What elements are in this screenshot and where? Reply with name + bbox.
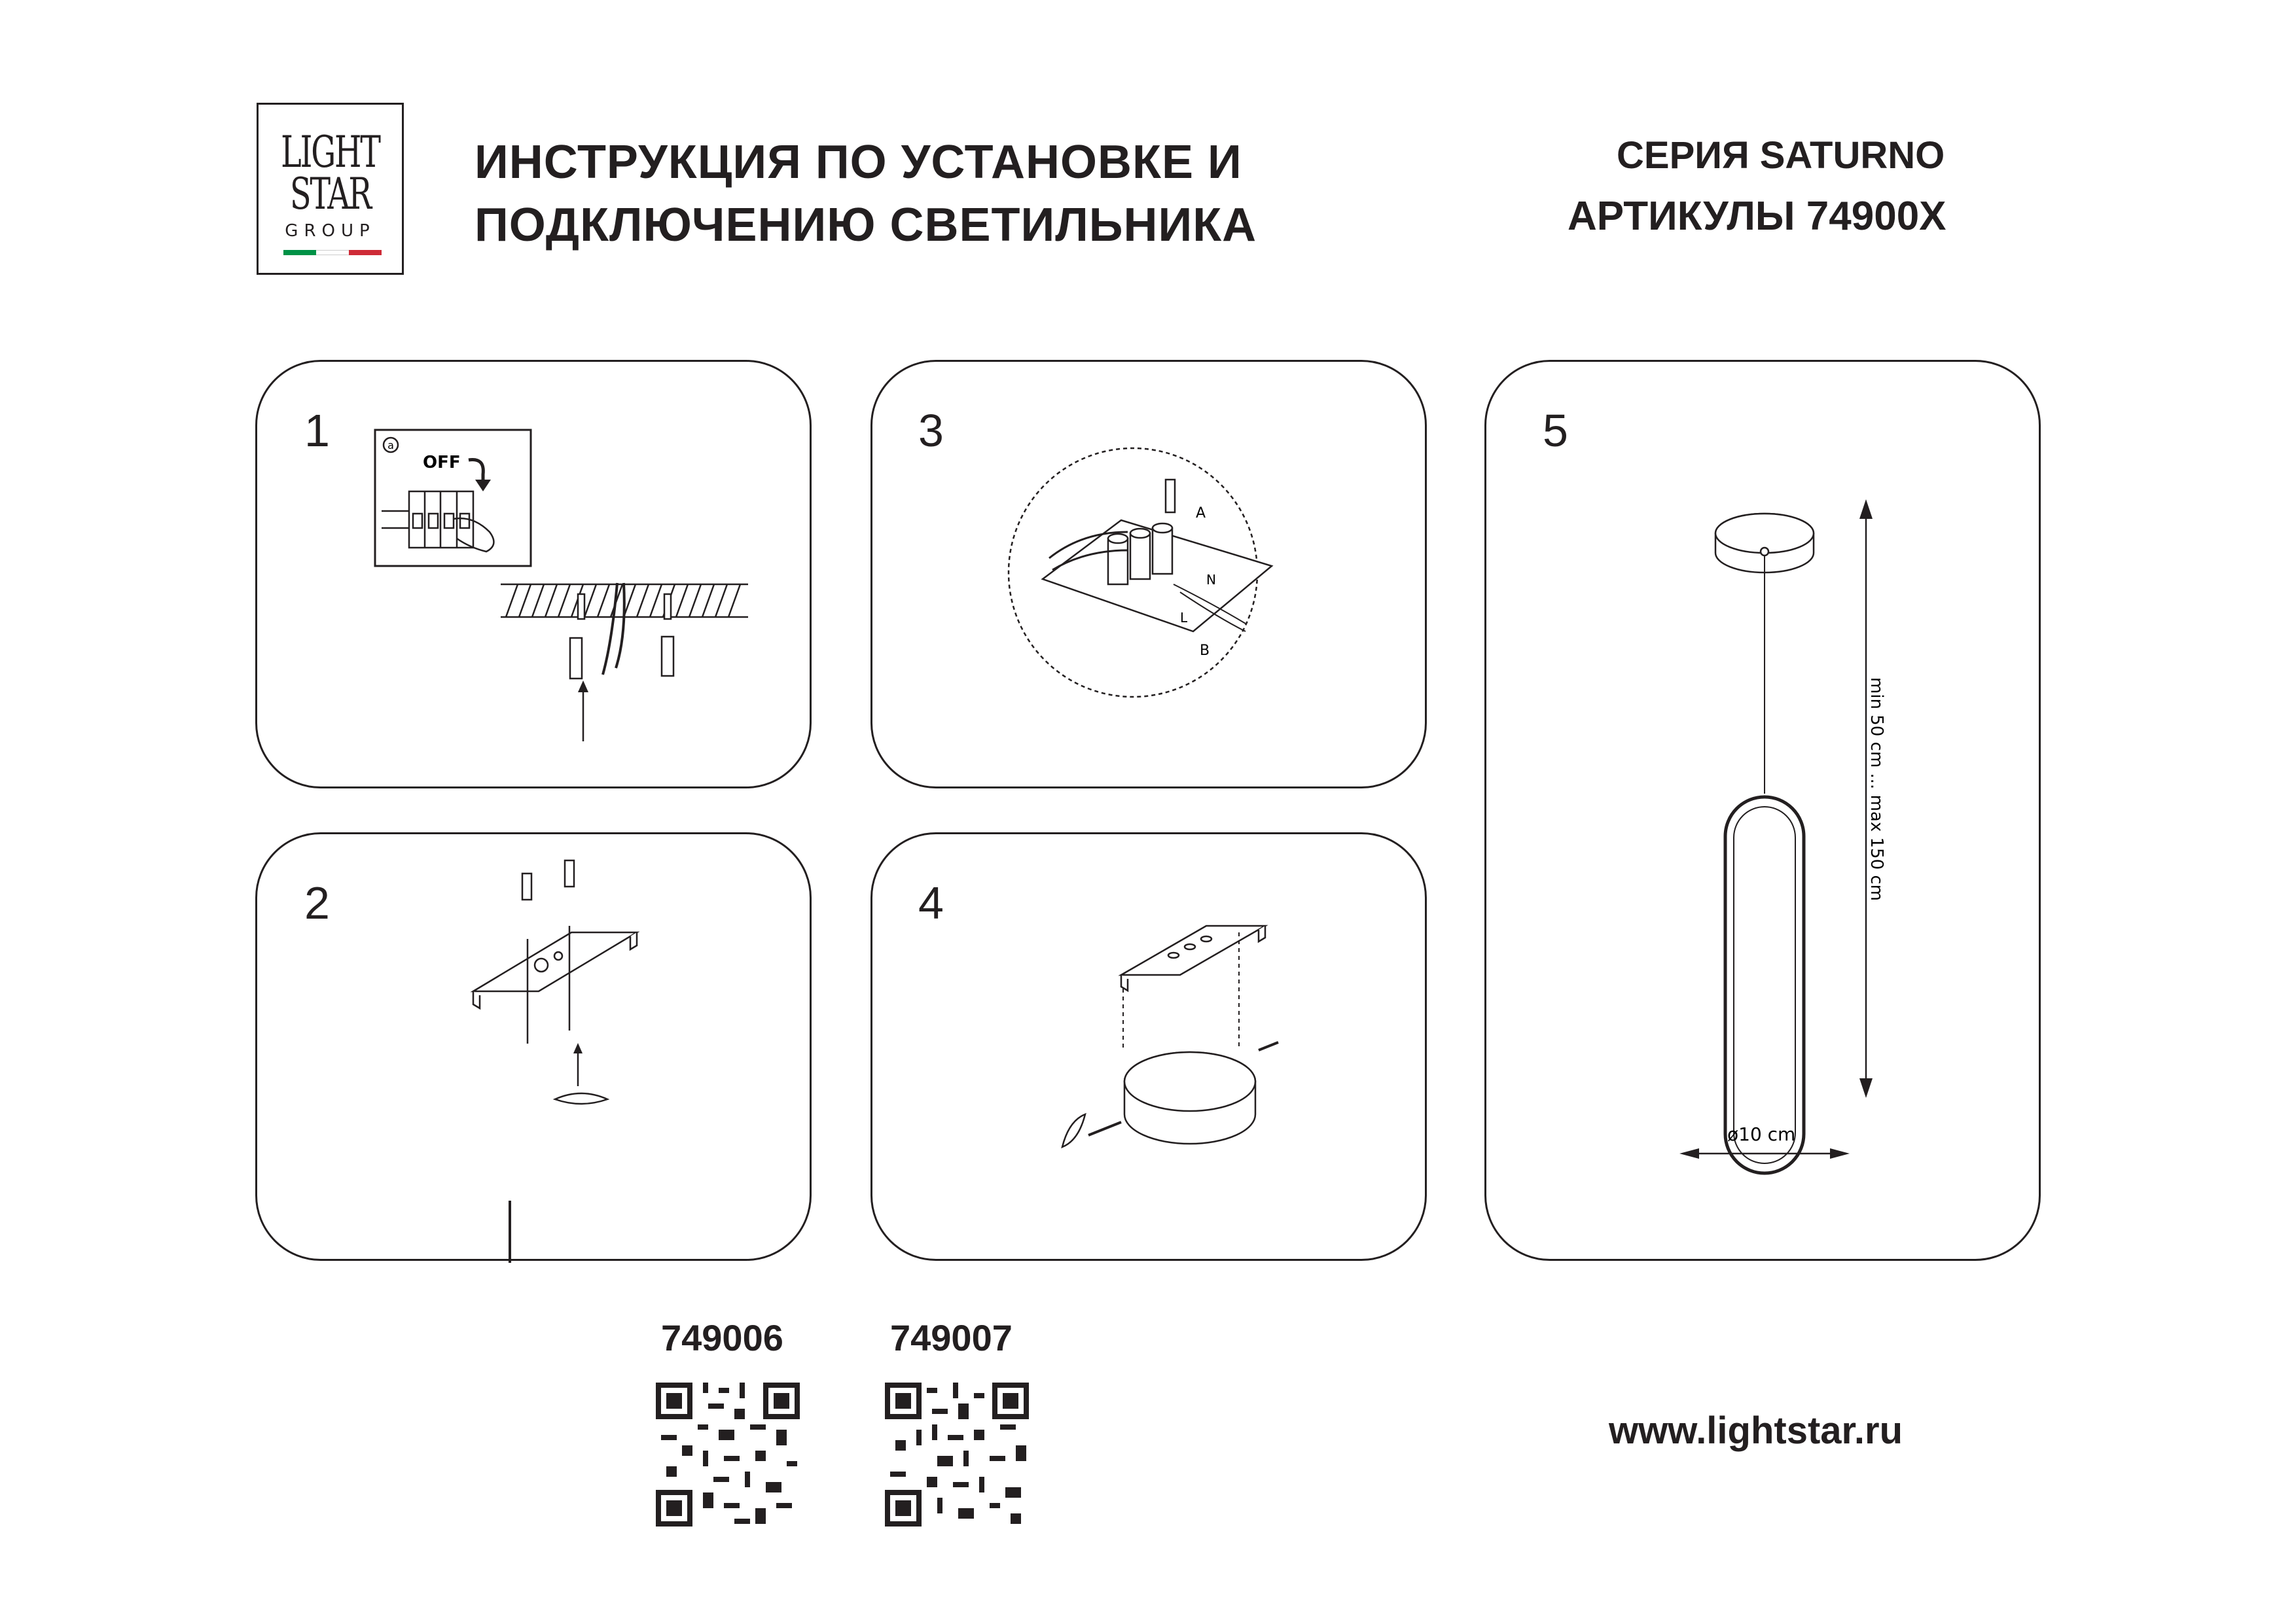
website-link[interactable]: www.lightstar.ru [1609, 1409, 1903, 1452]
step-4-panel [870, 832, 1427, 1261]
qr-code-749007[interactable] [885, 1383, 1029, 1527]
wire-l-label: L [1180, 610, 1188, 626]
step-1-illustration [257, 362, 814, 790]
mounting-bracket-icon [473, 932, 637, 991]
diameter-label: ø10 cm [1727, 1123, 1796, 1145]
qr-code-749006[interactable] [656, 1383, 800, 1527]
title-line-1: ИНСТРУКЦИЯ ПО УСТАНОВКЕ И [475, 136, 1242, 188]
step-2-number: 2 [304, 877, 330, 928]
code-label-749006: 749006 [661, 1317, 783, 1358]
anchor-4-icon [1062, 1114, 1085, 1147]
step-3-illustration [872, 362, 1429, 790]
brand-logo [257, 103, 404, 275]
cable-icon [603, 583, 624, 675]
step-5-panel [1484, 360, 2041, 1261]
step-2-panel [255, 832, 812, 1261]
step-5-number: 5 [1543, 405, 1568, 456]
series-name: СЕРИЯ SATURNO [1617, 134, 1945, 177]
step-3-panel [870, 360, 1427, 788]
step-1-number: 1 [304, 405, 330, 456]
step-5-illustration [1486, 362, 2043, 1263]
title-line-2: ПОДКЛЮЧЕНИЮ СВЕТИЛЬНИКА [475, 199, 1257, 251]
italian-flag-stripe [283, 250, 382, 255]
article-numbers: АРТИКУЛЫ 74900X [1568, 194, 1946, 239]
plug-right-icon [565, 860, 574, 887]
badge-letter: a [387, 439, 394, 451]
plug-left-icon [522, 874, 531, 900]
label-a: A [1196, 505, 1206, 521]
breaker-inset-frame [375, 430, 531, 566]
anchor-icon [555, 1093, 607, 1104]
step-4-number: 4 [918, 877, 944, 928]
document-title [475, 131, 1257, 256]
step-4-illustration [872, 834, 1429, 1263]
code-label-749007: 749007 [890, 1317, 1013, 1358]
step-2-illustration [257, 834, 814, 1263]
step-3-number: 3 [918, 405, 944, 456]
bracket-icon [1121, 926, 1265, 975]
label-b: B [1200, 643, 1210, 659]
screw-left-icon [1088, 1122, 1121, 1135]
step-1-panel [255, 360, 812, 788]
logo-text-group: GROUP [285, 221, 376, 241]
wire-n-label: N [1206, 572, 1216, 588]
screw-right-icon [1259, 1042, 1278, 1050]
height-label: min 50 cm ... max 150 cm [1867, 677, 1886, 902]
off-label: OFF [423, 453, 461, 472]
logo-text-star: STAR [289, 169, 371, 219]
logo-text-light: LIGHT [281, 127, 380, 177]
